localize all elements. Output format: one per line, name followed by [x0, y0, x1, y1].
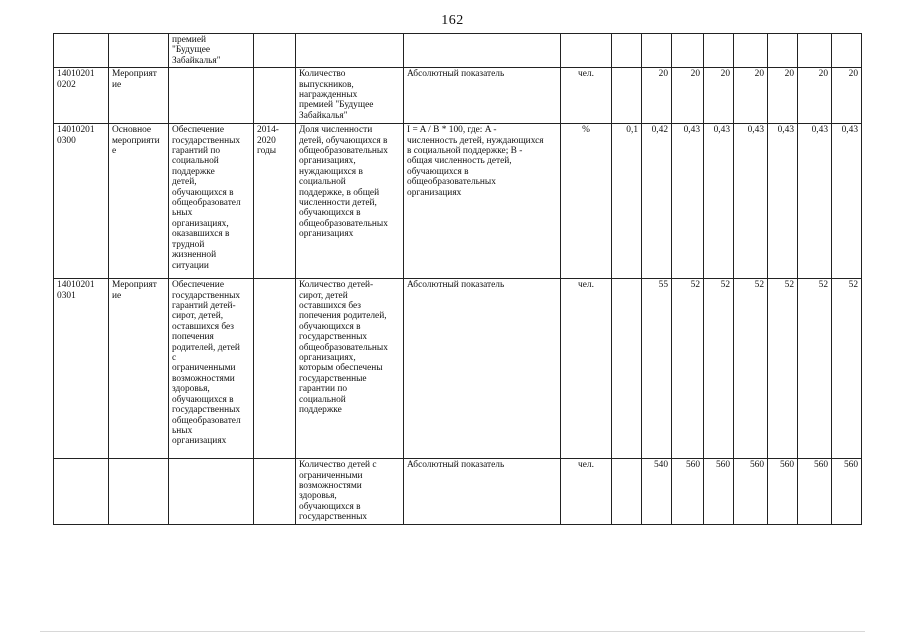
- year-value-cell: 52: [734, 279, 768, 459]
- year-value-cell: 52: [768, 279, 798, 459]
- code-cell: 14010201 0300: [54, 124, 109, 279]
- year-value-cell: 0,43: [798, 124, 832, 279]
- period-cell: [254, 279, 296, 459]
- year-value-cell: 540: [642, 459, 672, 525]
- year-value-cell: 20: [672, 68, 704, 124]
- period-cell: [254, 68, 296, 124]
- year-value-cell: 0,43: [734, 124, 768, 279]
- year-value-cell: 560: [672, 459, 704, 525]
- base-value-cell: [612, 68, 642, 124]
- year-value-cell: 20: [798, 68, 832, 124]
- year-value-cell: 20: [704, 68, 734, 124]
- year-value-cell: [734, 34, 768, 68]
- name-cell: [169, 68, 254, 124]
- unit-cell: чел.: [561, 279, 612, 459]
- indicator-cell: [296, 34, 404, 68]
- table-row: [54, 279, 862, 459]
- year-value-cell: 560: [832, 459, 862, 525]
- year-value-cell: 52: [798, 279, 832, 459]
- base-value-cell: 0,1: [612, 124, 642, 279]
- year-value-cell: 560: [768, 459, 798, 525]
- period-cell: [254, 34, 296, 68]
- method-cell: Абсолютный показатель: [404, 68, 561, 124]
- program-indicators-table: [53, 33, 862, 525]
- code-cell: 14010201 0202: [54, 68, 109, 124]
- period-cell: 2014- 2020 годы: [254, 124, 296, 279]
- method-cell: I = A / B * 100, где: A - численность детей, нуждающихся в социальной поддержке; B - общая численность детей, обучающихся в общеобразовательных организациях: [404, 124, 561, 279]
- name-cell: Обеспечение государственных гарантий детей- сирот, детей, оставшихся без попечения родителей, детей с ограниченными возможностями здоровья, обучающихся в государственных общеобразовател ьных организациях: [169, 279, 254, 459]
- page-number: 162: [441, 13, 464, 28]
- year-value-cell: 0,43: [832, 124, 862, 279]
- unit-cell: %: [561, 124, 612, 279]
- type-cell: [109, 34, 169, 68]
- name-cell: [169, 459, 254, 525]
- year-value-cell: 20: [832, 68, 862, 124]
- year-value-cell: [798, 34, 832, 68]
- method-cell: [404, 34, 561, 68]
- type-cell: Основное мероприяти е: [109, 124, 169, 279]
- period-cell: [254, 459, 296, 525]
- table-row: [54, 34, 862, 68]
- type-cell: [109, 459, 169, 525]
- name-cell: премией "Будущее Забайкалья": [169, 34, 254, 68]
- method-cell: Абсолютный показатель: [404, 279, 561, 459]
- year-value-cell: 55: [642, 279, 672, 459]
- base-value-cell: [612, 459, 642, 525]
- year-value-cell: [768, 34, 798, 68]
- code-cell: [54, 459, 109, 525]
- unit-cell: чел.: [561, 68, 612, 124]
- year-value-cell: 0,42: [642, 124, 672, 279]
- year-value-cell: 52: [704, 279, 734, 459]
- year-value-cell: 0,43: [768, 124, 798, 279]
- year-value-cell: 560: [798, 459, 832, 525]
- year-value-cell: 560: [734, 459, 768, 525]
- code-cell: [54, 34, 109, 68]
- indicator-cell: Количество детей с ограниченными возможностями здоровья, обучающихся в государственных: [296, 459, 404, 525]
- table-row: [54, 68, 862, 124]
- name-cell: Обеспечение государственных гарантий по социальной поддержке детей, обучающихся в общеобразовател ьных организациях, оказавшихся в трудной жизненной ситуации: [169, 124, 254, 279]
- year-value-cell: 0,43: [704, 124, 734, 279]
- year-value-cell: 20: [734, 68, 768, 124]
- year-value-cell: [832, 34, 862, 68]
- page-bottom-rule: [40, 631, 865, 632]
- unit-cell: чел.: [561, 459, 612, 525]
- year-value-cell: 20: [642, 68, 672, 124]
- year-value-cell: 560: [704, 459, 734, 525]
- type-cell: Мероприят ие: [109, 68, 169, 124]
- type-cell: Мероприят ие: [109, 279, 169, 459]
- indicator-cell: Количество выпускников, награжденных премией "Будущее Забайкалья": [296, 68, 404, 124]
- indicator-cell: Количество детей- сирот, детей оставшихся без попечения родителей, обучающихся в государственных общеобразовательных организациях, которым обеспечены государственные гарантии по социальной поддержке: [296, 279, 404, 459]
- base-value-cell: [612, 279, 642, 459]
- year-value-cell: [704, 34, 734, 68]
- base-value-cell: [612, 34, 642, 68]
- table-row: [54, 124, 862, 279]
- unit-cell: [561, 34, 612, 68]
- year-value-cell: 0,43: [672, 124, 704, 279]
- year-value-cell: [672, 34, 704, 68]
- code-cell: 14010201 0301: [54, 279, 109, 459]
- year-value-cell: 52: [672, 279, 704, 459]
- method-cell: Абсолютный показатель: [404, 459, 561, 525]
- year-value-cell: 52: [832, 279, 862, 459]
- table-row: [54, 459, 862, 525]
- year-value-cell: 20: [768, 68, 798, 124]
- indicator-cell: Доля численности детей, обучающихся в общеобразовательных организациях, нуждающихся в социальной поддержке, в общей численности детей, обучающихся в общеобразовательных организациях: [296, 124, 404, 279]
- year-value-cell: [642, 34, 672, 68]
